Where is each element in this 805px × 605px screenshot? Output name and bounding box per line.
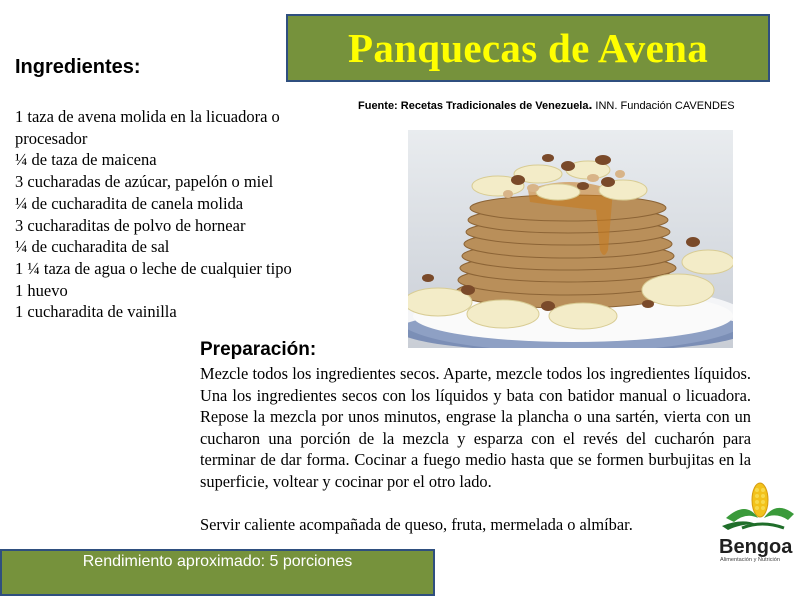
- ingredient-item: 1 taza de avena molida en la licuadora o: [15, 107, 280, 126]
- ingredient-item: 3 cucharadas de azúcar, papelón o miel: [15, 172, 274, 192]
- ingredient-item: 1 ¼ taza de agua o leche de cualquier tipo: [15, 258, 292, 278]
- ingredient-item: ¼ de cucharadita de canela molida: [15, 193, 244, 213]
- pancake-stack-illustration: [408, 130, 733, 348]
- ingredients-list: [15, 106, 345, 323]
- yield-text: Rendimiento aproximado: 5 porciones: [82, 553, 353, 570]
- serving-suggestion: Servir caliente acompañada de queso, fruta, mermelada o almíbar.: [200, 515, 633, 534]
- source-label: Fuente: Recetas Tradicionales de Venezuela: [358, 100, 589, 112]
- preparation-paragraph: Mezcle todos los ingredientes secos. Aparte, mezcle todos los ingredientes líquidos. Una los ingredientes secos con los líquidos y bata con batidor manual o licuadora. Repose la mezcla por unos minutos, engrase la plancha o una sartén, vierta con un cucharon una porción de la mezcla y esparza con el revés del cucharón para terminar de dar forma. Cocinar a fuego medio hasta que se formen burbujitas en la superficie, voltear y cocinar por el otro lado.: [200, 364, 751, 491]
- preparation-text: [200, 363, 751, 493]
- ingredient-item: ¼ de taza de maicena: [15, 150, 157, 170]
- ingredient-item: 3 cucharaditas de polvo de hornear: [15, 215, 246, 235]
- pancakes-photo: [408, 130, 733, 348]
- source-rest: INN. Fundación CAVENDES: [592, 100, 735, 112]
- title-banner: [286, 14, 770, 82]
- ingredient-item: ¼ de cucharadita de sal: [15, 237, 170, 257]
- ingredient-item: 1 huevo: [15, 280, 68, 300]
- yield-banner: [0, 549, 435, 596]
- logo-name: Bengoa: [719, 536, 793, 558]
- source-dot: .: [588, 96, 593, 112]
- source-citation: [358, 96, 735, 112]
- ingredient-item: 1 cucharadita de vainilla: [15, 302, 177, 322]
- page-title: Panquecas de Avena: [347, 25, 708, 71]
- preparation-heading: Preparación:: [200, 339, 317, 360]
- ingredient-item: procesador: [15, 128, 88, 148]
- logo-tagline: Alimentación y Nutrición: [720, 557, 781, 563]
- ingredients-heading: Ingredientes:: [15, 56, 141, 78]
